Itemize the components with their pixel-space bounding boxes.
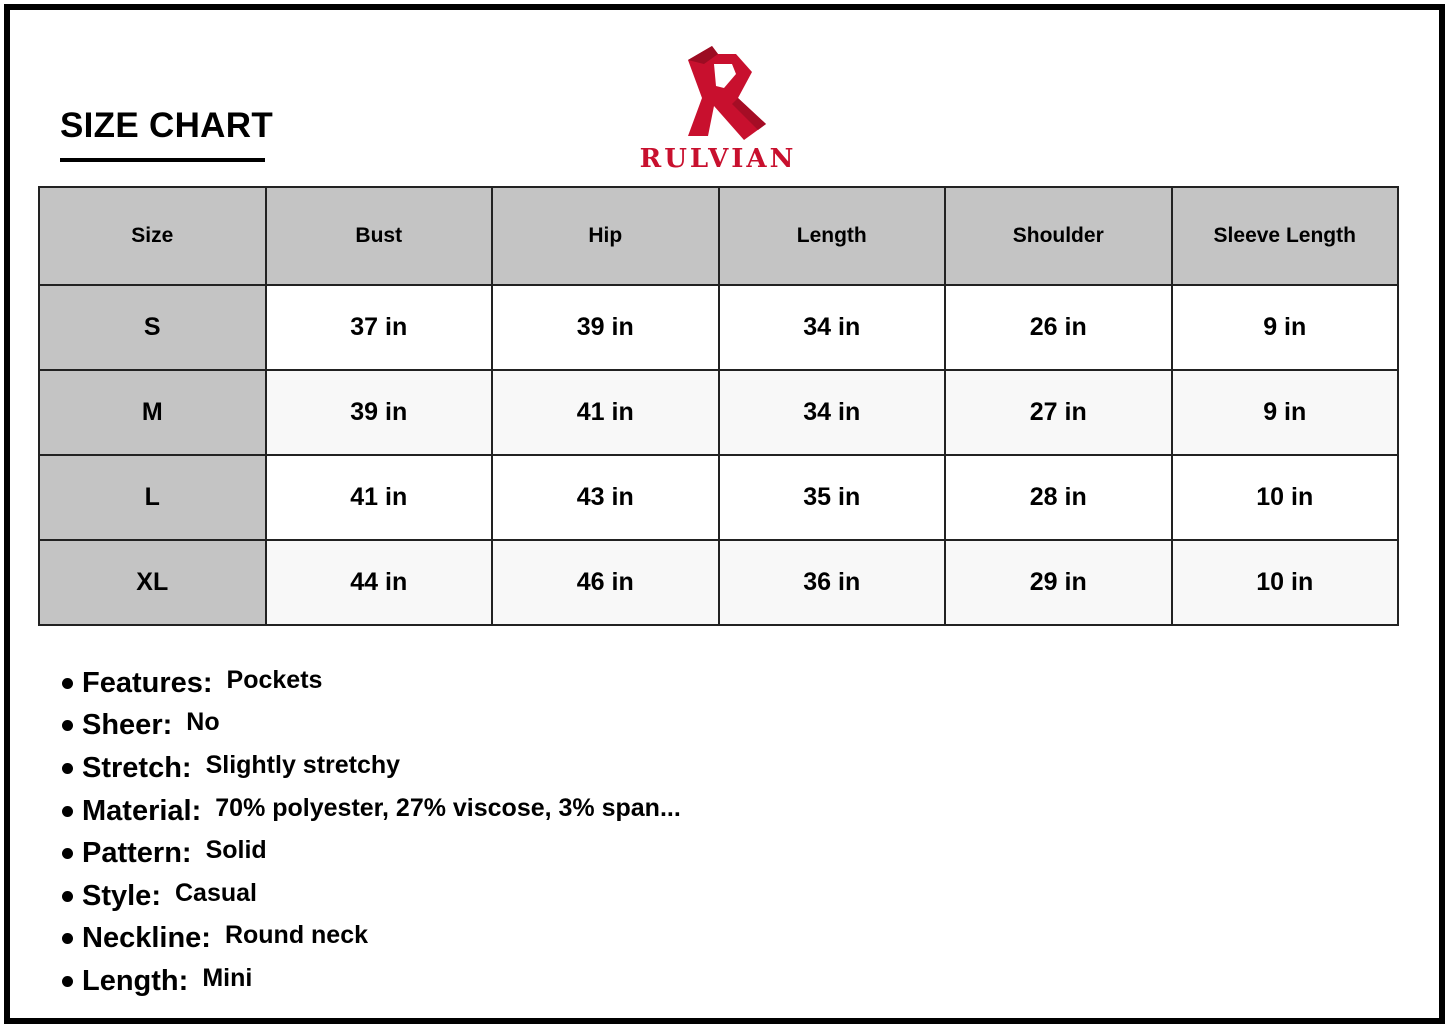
list-item [62,790,681,833]
feature-value: Mini [202,963,253,992]
feature-value: Round neck [224,921,369,950]
list-item [62,875,681,918]
column-header: Shoulder [945,187,1172,285]
feature-label: Style: [82,879,161,912]
size-cell: L [39,455,266,540]
list-item [62,705,681,748]
feature-label: Stretch: [82,751,192,784]
table-row [39,455,1398,540]
brand-logo [630,40,806,180]
table-cell: 39 in [266,370,493,455]
feature-label: Sheer: [82,709,173,742]
bullet-icon [62,976,73,987]
brand-name: RULVIAN [639,144,797,174]
feature-label: Features: [82,666,213,699]
bullet-icon [62,720,73,731]
bullet-icon [62,678,73,689]
list-item [62,662,681,705]
bullet-icon [62,891,73,902]
table-cell: 10 in [1172,455,1399,540]
bullet-icon [62,933,73,944]
column-header: Sleeve Length [1172,187,1399,285]
feature-value: Casual [174,878,257,907]
table-cell: 36 in [719,540,946,625]
column-header: Bust [266,187,493,285]
column-header: Length [719,187,946,285]
feature-value: No [186,708,220,737]
list-item [62,918,681,961]
feature-value: Solid [205,836,267,865]
feature-label: Neckline: [82,922,211,955]
table-row [39,540,1398,625]
table-cell: 44 in [266,540,493,625]
bullet-icon [62,848,73,859]
table-cell: 9 in [1172,285,1399,370]
table-cell: 35 in [719,455,946,540]
feature-value: Pockets [226,665,323,694]
table-cell: 37 in [266,285,493,370]
table-cell: 41 in [492,370,719,455]
table-cell: 27 in [945,370,1172,455]
title-underline [60,158,265,162]
size-cell: XL [39,540,266,625]
table-cell: 10 in [1172,540,1399,625]
column-header: Size [39,187,266,285]
page-title: SIZE CHART [60,106,273,145]
table-cell: 41 in [266,455,493,540]
feature-label: Pattern: [82,837,192,870]
list-item [62,832,681,875]
bullet-icon [62,806,73,817]
list-item [62,960,681,1003]
table-cell: 28 in [945,455,1172,540]
feature-value: Slightly stretchy [205,750,401,779]
table-cell: 9 in [1172,370,1399,455]
table-cell: 29 in [945,540,1172,625]
table-header-row [39,187,1398,285]
table-cell: 43 in [492,455,719,540]
table-cell: 39 in [492,285,719,370]
table-cell: 26 in [945,285,1172,370]
table-cell: 34 in [719,285,946,370]
size-cell: S [39,285,266,370]
table-row [39,285,1398,370]
column-header: Hip [492,187,719,285]
feature-label: Material: [82,794,202,827]
feature-label: Length: [82,964,189,997]
table-cell: 34 in [719,370,946,455]
table-row [39,370,1398,455]
table-cell: 46 in [492,540,719,625]
list-item [62,747,681,790]
size-table [38,186,1399,626]
feature-value: 70% polyester, 27% viscose, 3% span... [215,793,681,822]
feature-list [62,662,681,1003]
size-cell: M [39,370,266,455]
rulvian-r-logo-icon [674,42,766,142]
bullet-icon [62,763,73,774]
